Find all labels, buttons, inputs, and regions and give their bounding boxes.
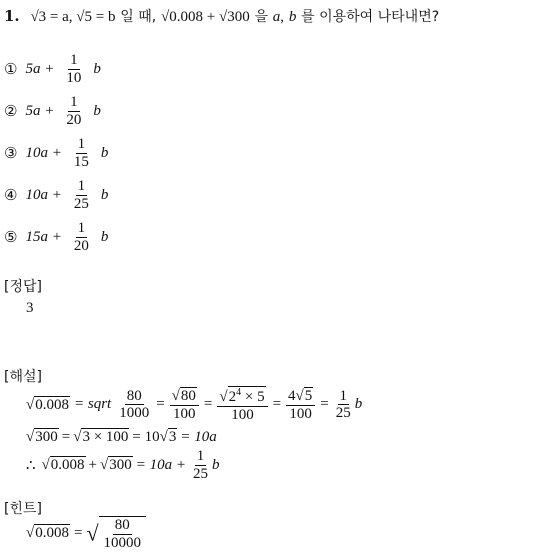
question-condition: √3 = a, √5 = b — [30, 9, 116, 25]
explanation-line-2: √300 = √3 × 100 = 10 √3 = 10a — [26, 428, 217, 445]
option-fraction: $\frac{1}{15}$ — [73, 136, 89, 170]
hint-line: √0.008 = √ $\frac{80}{10000}$ — [26, 516, 146, 551]
question-var-a: a — [272, 9, 281, 25]
question-var-b: b — [288, 9, 297, 25]
question-ask-2: 를 이용하여 나타내면? — [301, 9, 440, 25]
option-coef: 5a + — [25, 60, 55, 77]
option-3[interactable] — [4, 136, 108, 170]
question-expression: √0.008 + √300 — [161, 9, 250, 25]
question-condition-korean: 일 때, — [120, 9, 157, 25]
option-coef: 10a + — [25, 144, 62, 161]
explanation-label: [해설] — [4, 369, 42, 385]
option-coef: 10a + — [25, 186, 62, 203]
option-marker: ⑤ — [4, 228, 18, 246]
option-marker: ④ — [4, 186, 18, 204]
option-tail: b — [93, 60, 101, 77]
option-tail: b — [100, 144, 109, 161]
question-ask-1: 을 — [254, 9, 269, 25]
option-tail: b — [100, 228, 109, 245]
hint-label: [힌트] — [4, 501, 42, 517]
option-coef: 5a + — [25, 102, 55, 119]
option-2[interactable] — [4, 94, 101, 128]
option-marker: ② — [4, 102, 18, 120]
option-marker: ③ — [4, 144, 18, 162]
answer-label: [정답] — [4, 279, 42, 295]
option-fraction: $\frac{1}{20}$ — [66, 94, 82, 128]
option-marker: ① — [4, 60, 18, 78]
option-fraction: $\frac{1}{25}$ — [73, 178, 89, 212]
answer-value: 3 — [26, 300, 34, 316]
option-5[interactable] — [4, 220, 108, 254]
explanation-line-1: √0.008 = sqrt $\frac{80}{1000}$ = $\frac{√80}{100}$ = $\frac{√2^4 \times 5}{100}$ = $\frac{4√5}{100}$ = $\frac{1}{25}$ b — [26, 387, 363, 424]
option-coef: 15a + — [25, 228, 62, 245]
question-number: 1. — [4, 7, 20, 25]
explanation-line-3: ∴ √0.008 + √300 = 10a + $\frac{1}{25}$ b — [26, 448, 220, 482]
option-1[interactable] — [4, 52, 101, 86]
option-fraction: $\frac{1}{20}$ — [73, 220, 89, 254]
option-tail: b — [100, 186, 109, 203]
question: 1. √3 = a, √5 = b 일 때, √0.008 + √300 을 a, b 를 이용하여 나타내면? — [4, 7, 440, 25]
option-fraction: $\frac{1}{10}$ — [66, 52, 82, 86]
option-tail: b — [93, 102, 101, 119]
option-4[interactable] — [4, 178, 108, 212]
